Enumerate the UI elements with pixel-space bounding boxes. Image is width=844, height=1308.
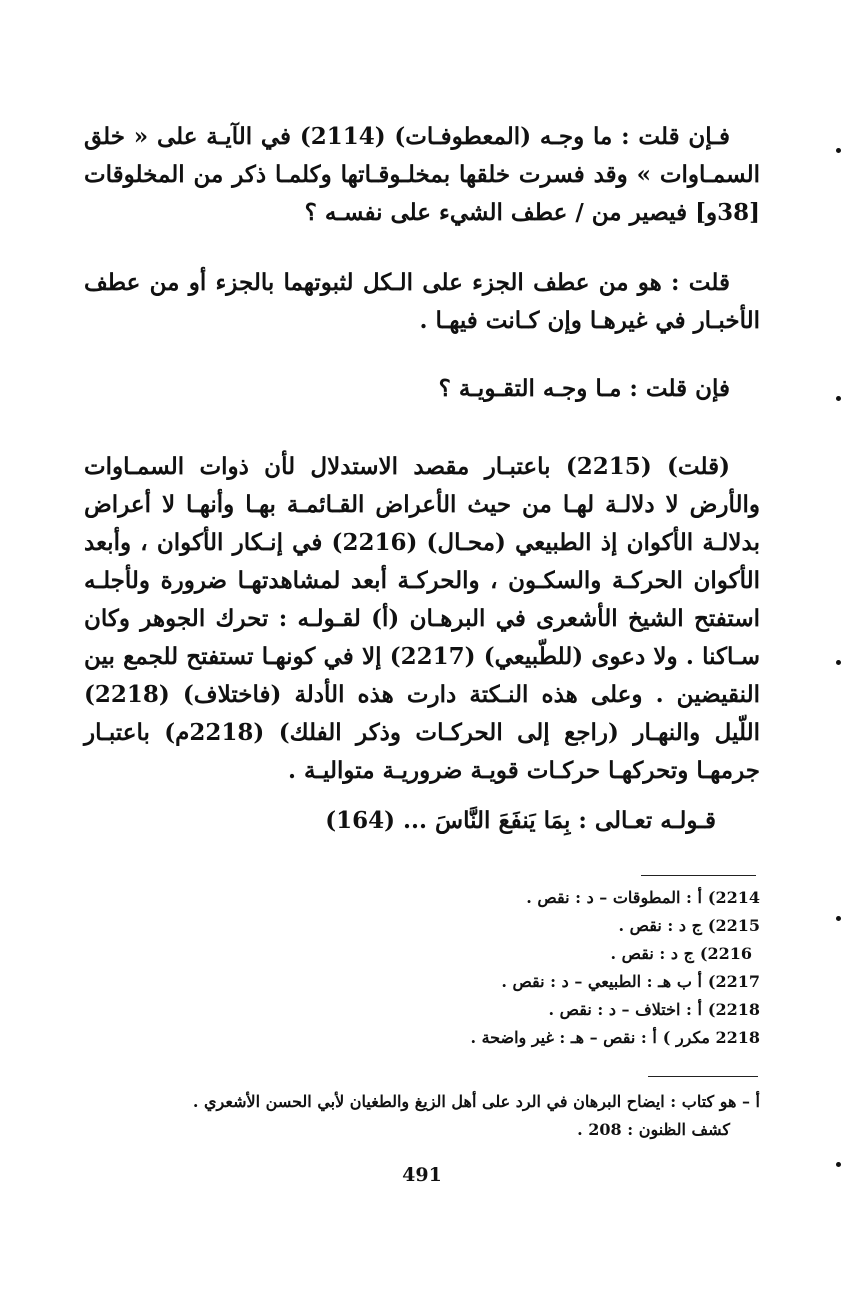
note-line <box>84 1024 760 1052</box>
note-number: 2218 مكرر ) <box>662 1028 760 1047</box>
note-line <box>84 996 760 1024</box>
note-number: 2217) <box>707 972 760 991</box>
footnote-line: كشف الظنون : 208 . <box>577 1120 730 1139</box>
paragraph-question-1: فـإن قلت : ما وجـه (المعطوفـات) (2114) في الآيـة على « خلق السمـاوات » وقد فسرت خلقها بمخلـوقـاتها وكلمـا ذكر من المخلوقات [38و] فيصير من / عطف الشيء على نفسـه ؟ <box>84 123 760 226</box>
paragraph-question-2: فإن قلت : مـا وجـه التقـويـة ؟ <box>438 375 730 402</box>
margin-dot <box>836 396 841 401</box>
note-text: أ : اختلاف – د : نقص . <box>548 1000 702 1019</box>
note-text: ج د : نقص . <box>618 916 702 935</box>
note-number: 2218) <box>707 1000 760 1019</box>
footnote-separator <box>648 1076 758 1077</box>
quranic-verse-heading <box>84 802 760 840</box>
note-number: 2215) <box>707 916 760 935</box>
footnote-line: أ – هو كتاب : ايضاح البرهان في الرد على أهل الزيغ والطغيان لأبي الحسن الأشعري . <box>192 1092 760 1111</box>
margin-dot <box>836 660 841 665</box>
page-number: 491 <box>402 1164 442 1186</box>
margin-dot <box>836 916 841 921</box>
footnote <box>84 1088 760 1144</box>
apparatus-notes <box>84 884 760 1052</box>
note-text: أ ب هـ : الطبيعي – د : نقص . <box>501 972 702 991</box>
note-line <box>84 912 760 940</box>
notes-separator <box>641 875 756 876</box>
paragraph-answer-1: قلت : هو من عطف الجزء على الـكل لثبوتهما بالجزء أو من عطف الأخبـار في غيرهـا وإن كـانت فيهـا . <box>84 269 760 334</box>
note-number: 2214) <box>707 888 760 907</box>
note-text: أ : المطوقات – د : نقص . <box>526 888 702 907</box>
paragraph-answer-2: (قلت) (2215) باعتبـار مقصد الاستدلال لأن ذوات السمـاوات والأرض لا دلالـة لهـا من حيث الأعراض القـائمـة بهـا وأنهـا لا أعراض بدلالـة الأكوان إذ الطبيعي (محـال) (2216) في إنـكار الأكوان ، وأبعد الأكوان الحركـة والسكـون ، والحركـة أبعد لمشاهدتهـا ضرورة ولأجلـه استفتح الشيخ الأشعرى في البرهـان (أ) لقـولـه : تحرك الجوهر وكان سـاكنا . ولا دعوى (للطّبيعي) (2217) إلا في كونهـا تستفتح للجمع بين النقيضين . وعلى هذه النـكتة دارت هذه الأدلة (فاختلاف) (2218) اللّيل والنهـار (راجع إلى الحركـات وذكر الفلك) (2218م) باعتبـار جرمهـا وتحركهـا حركـات قويـة ضروريـة متواليـة . <box>84 453 761 784</box>
note-line <box>84 968 760 996</box>
verse-text: قـولـه تعـالى : بِمَا يَنفَعَ النَّاسَ ... (164) <box>325 807 716 834</box>
note-number: 2216) <box>699 944 752 963</box>
margin-dot <box>836 1162 841 1167</box>
note-text: ج د : نقص . <box>610 944 694 963</box>
margin-dot <box>836 148 841 153</box>
note-text: أ : نقص – هـ : غير واضحة . <box>470 1028 657 1047</box>
note-line <box>84 940 752 968</box>
note-line <box>84 884 760 912</box>
